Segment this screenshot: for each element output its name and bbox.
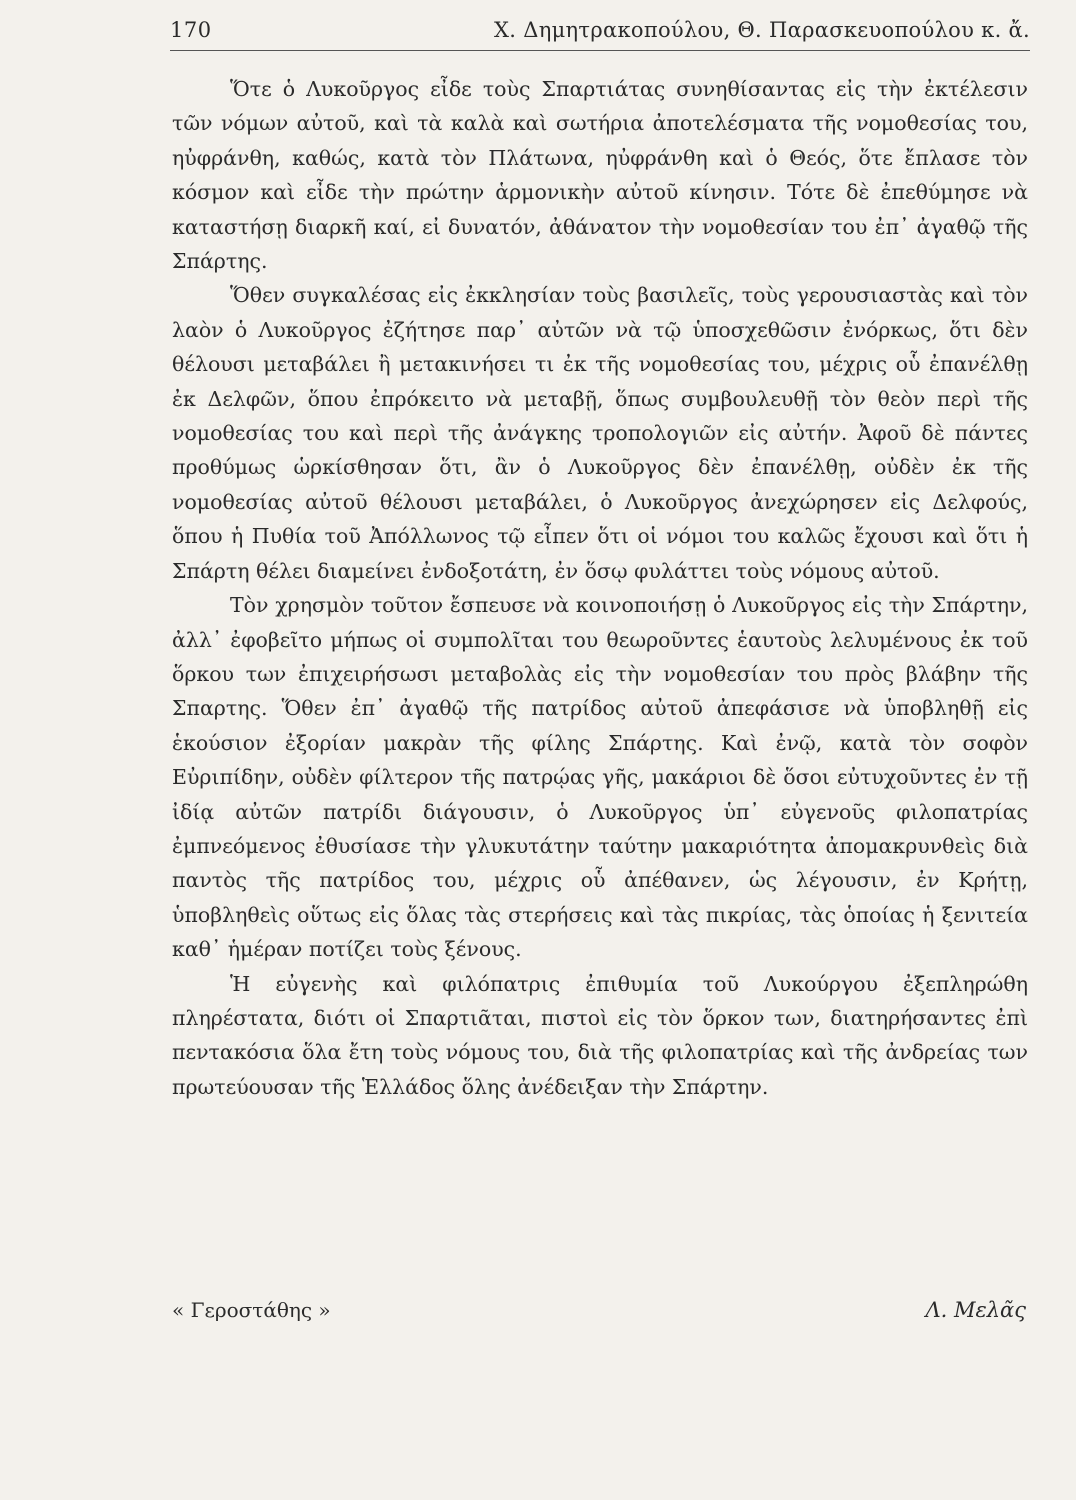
paragraph: Ὅτε ὁ Λυκοῦργος εἶδε τοὺς Σπαρτιάτας συνηθίσαντας εἰς τὴν ἐκτέλεσιν τῶν νόμων αὐτοῦ, καὶ τὰ καλὰ καὶ σωτήρια ἀποτελέσματα τῆς νομοθεσίας του, ηὐφράνθη, καθώς, κατὰ τὸν Πλάτωνα, ηὐφράνθη καὶ ὁ Θεός, ὅτε ἔπλασε τὸν κόσμον καὶ εἶδε τὴν πρώτην ἁρμονικὴν αὐτοῦ κίνησιν. Τότε δὲ ἐπεθύμησε νὰ καταστήσῃ διαρκῆ καί, εἰ δυνατόν, ἀθάνατον τὴν νομοθεσίαν του ἐπ᾽ ἀγαθῷ τῆς Σπάρτης. [172,77,1028,274]
signature-block [172,1298,1028,1332]
running-title: Χ. Δημητρακοπούλου, Θ. Παρασκευοπούλου κ. ἄ. [494,18,1030,42]
source-citation: « Γεροστάθης » [172,1298,331,1322]
paragraph: Ὅθεν συγκαλέσας εἰς ἐκκλησίαν τοὺς βασιλεῖς, τοὺς γερουσιαστὰς καὶ τὸν λαὸν ὁ Λυκοῦργος ἐζήτησε παρ᾽ αὐτῶν νὰ τῷ ὑποσχεθῶσιν ἐνόρκως, ὅτι δὲν θέλουσι μεταβάλει ἢ μετακινήσει τι ἐκ τῆς νομοθεσίας του, μέχρις οὗ ἐπανέλθῃ ἐκ Δελφῶν, ὅπου ἐπρόκειτο νὰ μεταβῇ, ὅπως συμβουλευθῇ τὸν θεὸν περὶ τῆς νομοθεσίας του καὶ περὶ τῆς ἀνάγκης τροπολογιῶν εἰς αὐτήν. Ἀφοῦ δὲ πάντες προθύμως ὡρκίσθησαν ὅτι, ἂν ὁ Λυκοῦργος δὲν ἐπανέλθῃ, οὐδὲν ἐκ τῆς νομοθεσίας αὐτοῦ θέλουσι μεταβάλει, ὁ Λυκοῦργος ἀνεχώρησεν εἰς Δελφούς, ὅπου ἡ Πυθία τοῦ Ἀπόλλωνος τῷ εἶπεν ὅτι οἱ νόμοι του καλῶς ἔχουσι καὶ ὅτι ἡ Σπάρτη θέλει διαμείνει ἐνδοξοτάτη, ἐν ὅσῳ φυλάττει τοὺς νόμους αὐτοῦ. [172,283,1028,583]
header-rule [170,50,1030,51]
paragraph: Τὸν χρησμὸν τοῦτον ἔσπευσε νὰ κοινοποιήσῃ ὁ Λυκοῦργος εἰς τὴν Σπάρτην, ἀλλ᾽ ἐφοβεῖτο μήπως οἱ συμπολῖται του θεωροῦντες ἑαυτοὺς λελυμένους ἐκ τοῦ ὅρκου των ἐπιχειρήσωσι μεταβολὰς εἰς τὴν νομοθεσίαν του πρὸς βλάβην τῆς Σπαρτης. Ὅθεν ἐπ᾽ ἀγαθῷ τῆς πατρίδος αὐτοῦ ἀπεφάσισε νὰ ὑποβληθῇ εἰς ἑκούσιον ἐξορίαν μακρὰν τῆς φίλης Σπάρτης. Καὶ ἐνῷ, κατὰ τὸν σοφὸν Εὐριπίδην, οὐδὲν φίλτερον τῆς πατρῴας γῆς, μακάριοι δὲ ὅσοι εὐτυχοῦντες ἐν τῇ ἰδίᾳ αὐτῶν πατρίδι διάγουσιν, ὁ Λυκοῦργος ὑπ᾽ εὐγενοῦς φιλοπατρίας ἐμπνεόμενος ἐθυσίασε τὴν γλυκυτάτην ταύτην μακαριότητα ἀπομακρυνθεὶς διὰ παντὸς τῆς πατρίδος του, μέχρις οὗ ἀπέθανεν, ὡς λέγουσιν, ἐν Κρήτῃ, ὑποβληθεὶς οὕτως εἰς ὅλας τὰς στερήσεις καὶ τὰς πικρίας, τὰς ὁποίας ἡ ξενιτεία καθ᾽ ἡμέραν ποτίζει τοὺς ξένους. [172,593,1028,962]
author-signature: Λ. Μελᾶς [925,1298,1026,1322]
paragraph: Ἡ εὐγενὴς καὶ φιλόπατρις ἐπιθυμία τοῦ Λυκούργου ἐξεπληρώθη πληρέστατα, διότι οἱ Σπαρτιᾶται, πιστοὶ εἰς τὸν ὅρκον των, διατηρήσαντες ἐπὶ πεντακόσια ὅλα ἔτη τοὺς νόμους του, διὰ τῆς φιλοπατρίας καὶ τῆς ἀνδρείας των πρωτεύουσαν τῆς Ἑλλάδος ὅλης ἀνέδειξαν τὴν Σπάρτην. [172,971,1028,1099]
running-head [170,18,1030,48]
page-number: 170 [170,18,212,42]
body-text [172,72,1028,1104]
